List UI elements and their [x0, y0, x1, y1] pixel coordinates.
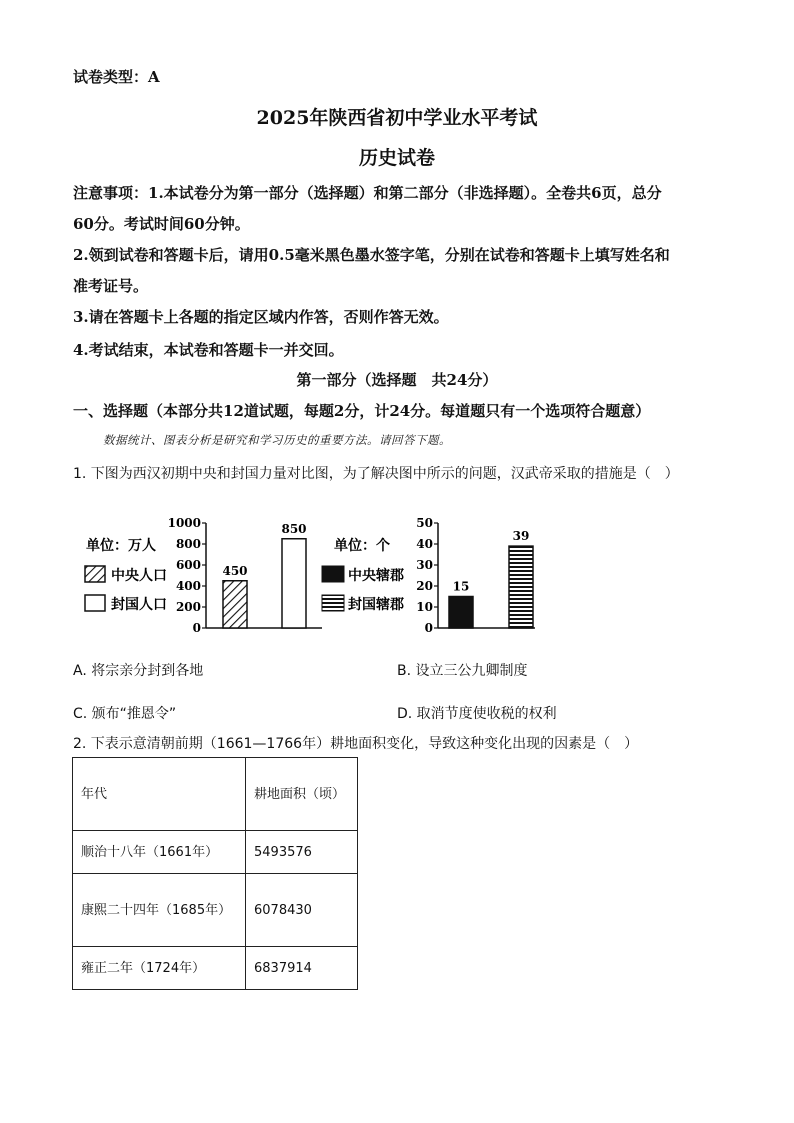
y-tick-label: 20 — [416, 579, 433, 593]
y-tick-label: 10 — [416, 600, 433, 614]
y-tick-label: 0 — [424, 621, 433, 635]
y-tick-label: 50 — [416, 516, 433, 530]
population-chart — [85, 516, 322, 635]
table-cell-year: 康熙二十四年（1685年） — [73, 874, 246, 947]
notes-line-5: 3.请在答题卡上各题的指定区域内作答，否则作答无效。 — [73, 308, 449, 326]
q1-chart — [75, 510, 535, 640]
legend-hatch-swatch — [85, 566, 105, 582]
farmland-table — [72, 757, 358, 990]
y-tick-label: 200 — [175, 600, 201, 614]
table-header-row — [73, 758, 358, 831]
q1-option-b: B. 设立三公九卿制度 — [397, 663, 528, 679]
chart2-unit-label: 单位：个 — [334, 538, 390, 554]
chart1-unit-label: 单位：万人 — [86, 538, 156, 554]
bar — [509, 546, 533, 628]
q1-option-d: D. 取消节度使收税的权利 — [397, 706, 557, 722]
q1-option-a: A. 将宗亲分封到各地 — [73, 663, 204, 679]
notes-line-4: 准考证号。 — [73, 277, 149, 295]
table-row — [73, 947, 358, 990]
bar-data-label: 39 — [512, 529, 530, 544]
bar — [282, 539, 306, 628]
legend-feudal-commanderies: 封国辖郡 — [348, 597, 404, 613]
table-row — [73, 831, 358, 874]
q2-stem: 2. 下表示意清朝前期（1661—1766年）耕地面积变化，导致这种变化出现的因素是（ ） — [73, 736, 639, 752]
bar-data-label: 15 — [452, 579, 470, 594]
legend-central-commanderies: 中央辖郡 — [348, 568, 404, 584]
y-tick-label: 0 — [192, 621, 201, 635]
notes-line-1: 注意事项：1.本试卷分为第一部分（选择题）和第二部分（非选择题）。全卷共6页，总分 — [73, 184, 662, 202]
q1-stem: 1. 下图为西汉初期中央和封国力量对比图，为了解决图中所示的问题，汉武帝采取的措施是（ ） — [73, 466, 679, 482]
table-header-year: 年代 — [73, 758, 246, 831]
y-tick-label: 40 — [416, 537, 433, 551]
notes-line-2: 60分。考试时间60分钟。 — [73, 215, 250, 233]
part1-heading: 第一部分（选择题 共24分） — [296, 371, 498, 389]
bar-data-label: 450 — [222, 563, 248, 578]
commanderies-chart — [322, 516, 535, 635]
table-row — [73, 874, 358, 947]
y-tick-label: 800 — [175, 537, 201, 551]
y-tick-label: 400 — [175, 579, 201, 593]
legend-central-population: 中央人口 — [111, 568, 167, 584]
y-tick-label: 1000 — [167, 516, 201, 530]
paper-type: 试卷类型：A — [73, 68, 160, 86]
q1-option-c: C. 颁布“推恩令” — [73, 706, 177, 722]
table-header-area: 耕地面积（顷） — [246, 758, 358, 831]
table-cell-area: 6837914 — [246, 947, 358, 990]
table-cell-year: 顺治十八年（1661年） — [73, 831, 246, 874]
legend-white-swatch — [85, 595, 105, 611]
exam-subtitle: 历史试卷 — [358, 147, 435, 169]
bar-data-label: 850 — [281, 521, 307, 536]
legend-solid-swatch — [322, 566, 344, 582]
table-cell-area: 6078430 — [246, 874, 358, 947]
notes-line-3: 2.领到试卷和答题卡后，请用0.5毫米黑色墨水签字笔，分别在试卷和答题卡上填写姓名和 — [73, 246, 670, 264]
section-intro: 数据统计、图表分析是研究和学习历史的重要方法。请回答下题。 — [103, 433, 451, 447]
y-tick-label: 600 — [175, 558, 201, 572]
bar — [223, 581, 247, 628]
bar — [449, 597, 473, 629]
table-cell-year: 雍正二年（1724年） — [73, 947, 246, 990]
legend-stripes-swatch — [322, 595, 344, 611]
exam-title: 2025年陕西省初中学业水平考试 — [256, 107, 538, 129]
y-tick-label: 30 — [416, 558, 433, 572]
legend-feudal-population: 封国人口 — [111, 597, 167, 613]
section-heading: 一、选择题（本部分共12道试题，每题2分，计24分。每道题只有一个选项符合题意） — [73, 402, 651, 420]
table-cell-area: 5493576 — [246, 831, 358, 874]
notes-line-6: 4.考试结束，本试卷和答题卡一并交回。 — [73, 341, 344, 359]
